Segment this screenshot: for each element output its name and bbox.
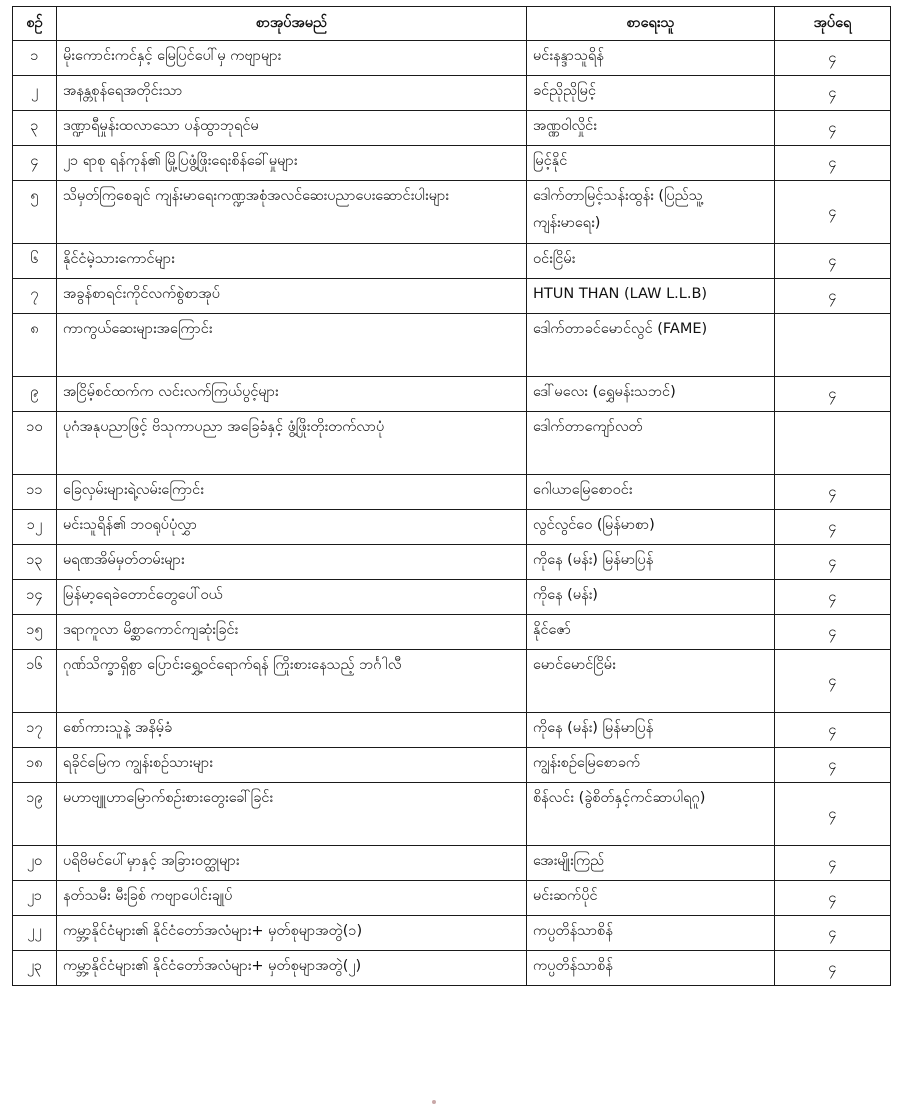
row-no: ၂ bbox=[13, 76, 57, 111]
row-count: ၄ bbox=[775, 783, 891, 846]
row-no: ၈ bbox=[13, 314, 57, 377]
row-no: ၁၆ bbox=[13, 650, 57, 713]
row-author: ကိုနေ (မန်း) မြန်မာပြန် bbox=[527, 545, 775, 580]
row-title: ရခိုင်မြေက ကျွန်းစဉ်သားများ bbox=[57, 748, 527, 783]
row-title: အငြိမ့်စင်ထက်က လင်းလက်ကြယ်ပွင့်များ bbox=[57, 377, 527, 412]
table-row bbox=[13, 951, 891, 986]
row-no: ၁၁ bbox=[13, 475, 57, 510]
table-row bbox=[13, 881, 891, 916]
row-count: ၄ bbox=[775, 650, 891, 713]
row-author: မောင်မောင်ငြိမ်း bbox=[527, 650, 775, 713]
header-count: အုပ်ရေ bbox=[775, 7, 891, 41]
row-title: ၂၁ ရာစု ရန်ကုန်၏ မြို့ပြဖွံ့ဖြိုးရေးစိန်ခေါ်မှုများ bbox=[57, 146, 527, 181]
row-author: ကိုနေ (မန်း) မြန်မာပြန် bbox=[527, 713, 775, 748]
row-count bbox=[775, 412, 891, 475]
table-body bbox=[13, 41, 891, 986]
table-row bbox=[13, 916, 891, 951]
row-author: ကိုနေ (မန်း) bbox=[527, 580, 775, 615]
table-row bbox=[13, 580, 891, 615]
row-author: မင်းနန္ဒာသူရိန် bbox=[527, 41, 775, 76]
row-title: ကမ္ဘာ့နိုင်ငံများ၏ နိုင်ငံတော်အလံများ+ မှတ်စုမျာအတွဲ(၂) bbox=[57, 951, 527, 986]
table-row bbox=[13, 41, 891, 76]
row-count: ၄ bbox=[775, 181, 891, 244]
row-count: ၄ bbox=[775, 510, 891, 545]
row-count: ၄ bbox=[775, 615, 891, 650]
row-author: ဒေါက်တာခင်မောင်လွင် (FAME) bbox=[527, 314, 775, 377]
table-row bbox=[13, 846, 891, 881]
row-count: ၄ bbox=[775, 580, 891, 615]
table-row bbox=[13, 146, 891, 181]
row-count: ၄ bbox=[775, 244, 891, 279]
row-author: လွင်လွင်ဝေ (မြန်မာစာ) bbox=[527, 510, 775, 545]
table-row bbox=[13, 783, 891, 846]
table-row bbox=[13, 314, 891, 377]
row-no: ၁၀ bbox=[13, 412, 57, 475]
row-author: မင်းဆက်ပိုင် bbox=[527, 881, 775, 916]
row-count: ၄ bbox=[775, 881, 891, 916]
row-no: ၁၂ bbox=[13, 510, 57, 545]
row-title: ဒရာကူလာ မိစ္ဆာကောင်ကျဆုံးခြင်း bbox=[57, 615, 527, 650]
table-row bbox=[13, 244, 891, 279]
table-row bbox=[13, 510, 891, 545]
row-author: ဒေါ်မလေး (ရွှေမန်းသဘင်) bbox=[527, 377, 775, 412]
row-title: မရဏအိမ်မှတ်တမ်းများ bbox=[57, 545, 527, 580]
table-row bbox=[13, 475, 891, 510]
table-row bbox=[13, 748, 891, 783]
row-title: မြန်မာ့ရေခဲတောင်တွေပေါ်ဝယ် bbox=[57, 580, 527, 615]
row-title: ဒဏ္ဍာရီမှုန်းထလာသော ပန်ထွာဘုရင်မ bbox=[57, 111, 527, 146]
row-title: သိမှတ်ကြစေချင် ကျန်းမာရေးကဏ္ဍအစုံအလင်ဆေးပညာပေးဆောင်းပါးများ bbox=[57, 181, 527, 244]
table-row bbox=[13, 76, 891, 111]
row-author: မြင့်နိုင် bbox=[527, 146, 775, 181]
header-author: စာရေးသူ bbox=[527, 7, 775, 41]
row-title: နတ်သမီး မီးခြစ် ကဗျာပေါင်းချုပ် bbox=[57, 881, 527, 916]
row-title: နိုင်ငံမဲ့သားကောင်များ bbox=[57, 244, 527, 279]
row-no: ၉ bbox=[13, 377, 57, 412]
row-title: အခွန်စာရင်းကိုင်လက်စွဲစာအုပ် bbox=[57, 279, 527, 314]
document-page bbox=[12, 6, 890, 986]
table-row bbox=[13, 111, 891, 146]
row-title: မဟာဗျူဟာမြောက်စဉ်းစားတွေးခေါ်ခြင်း bbox=[57, 783, 527, 846]
row-title: ခြေလှမ်းများရဲ့လမ်းကြောင်း bbox=[57, 475, 527, 510]
row-author: ဒေါက်တာမြင့်သန်းထွန်း (ပြည်သူ့ကျန်းမာရေး) bbox=[527, 181, 775, 244]
row-count: ၄ bbox=[775, 475, 891, 510]
row-no: ၇ bbox=[13, 279, 57, 314]
row-title: မိုးကောင်းကင်နှင့် မြေပြင်ပေါ်မှ ကဗျာများ bbox=[57, 41, 527, 76]
row-no: ၁၅ bbox=[13, 615, 57, 650]
row-no: ၁၉ bbox=[13, 783, 57, 846]
row-count: ၄ bbox=[775, 951, 891, 986]
row-no: ၂၃ bbox=[13, 951, 57, 986]
table-row bbox=[13, 615, 891, 650]
row-count bbox=[775, 314, 891, 377]
table-row bbox=[13, 650, 891, 713]
row-count: ၄ bbox=[775, 377, 891, 412]
row-author: ကျွန်းစဉ်မြေစောခက် bbox=[527, 748, 775, 783]
row-count: ၄ bbox=[775, 846, 891, 881]
row-count: ၄ bbox=[775, 111, 891, 146]
row-no: ၁ bbox=[13, 41, 57, 76]
row-author: ကပ္ပတိန်သာစိန် bbox=[527, 916, 775, 951]
row-count: ၄ bbox=[775, 41, 891, 76]
scan-speck bbox=[432, 1100, 436, 1104]
table-row bbox=[13, 545, 891, 580]
row-title: ဂုဏ်သိက္ခာရှိစွာ ပြောင်းရွှေ့ဝင်ရောက်ရန် ကြိုးစားနေသည့် ဘင်္ဂါလီ bbox=[57, 650, 527, 713]
row-title: ကမ္ဘာ့နိုင်ငံများ၏ နိုင်ငံတော်အလံများ+ မှတ်စုမျာအတွဲ(၁) bbox=[57, 916, 527, 951]
row-title: အနန္တစုန်ရေအတိုင်းသာ bbox=[57, 76, 527, 111]
row-author: ဒေါက်တာကျော်လတ် bbox=[527, 412, 775, 475]
header-no: စဉ် bbox=[13, 7, 57, 41]
row-author: စိန်လင်း (ခွဲစိတ်နှင့်ကင်ဆာပါရဂူ) bbox=[527, 783, 775, 846]
row-no: ၂၀ bbox=[13, 846, 57, 881]
row-title: ပရိဗိမင်ပေါ်မှာနှင့် အခြားဝတ္ထုများ bbox=[57, 846, 527, 881]
row-no: ၁၃ bbox=[13, 545, 57, 580]
row-count: ၄ bbox=[775, 76, 891, 111]
row-count: ၄ bbox=[775, 916, 891, 951]
row-count: ၄ bbox=[775, 748, 891, 783]
row-no: ၄ bbox=[13, 146, 57, 181]
row-no: ၁၇ bbox=[13, 713, 57, 748]
table-row bbox=[13, 713, 891, 748]
row-no: ၆ bbox=[13, 244, 57, 279]
row-count: ၄ bbox=[775, 713, 891, 748]
row-title: စော်ကားသူနဲ့ အနိမ့်ခံ bbox=[57, 713, 527, 748]
table-row bbox=[13, 279, 891, 314]
row-author: ဂေါယာမြေစောဝင်း bbox=[527, 475, 775, 510]
header-title: စာအုပ်အမည် bbox=[57, 7, 527, 41]
row-title: ကာကွယ်ဆေးများအကြောင်း bbox=[57, 314, 527, 377]
row-count: ၄ bbox=[775, 279, 891, 314]
row-no: ၂၂ bbox=[13, 916, 57, 951]
row-author: HTUN THAN (LAW L.L.B) bbox=[527, 279, 775, 314]
table-header-row bbox=[13, 7, 891, 41]
row-author: ခင်ညိုညိုမြင့် bbox=[527, 76, 775, 111]
row-author: ဝင်းငြိမ်း bbox=[527, 244, 775, 279]
row-no: ၃ bbox=[13, 111, 57, 146]
table-row bbox=[13, 181, 891, 244]
row-no: ၁၄ bbox=[13, 580, 57, 615]
row-author: အေးမျိုးကြည် bbox=[527, 846, 775, 881]
row-title: မင်းသူရိန်၏ ဘဝရုပ်ပုံလွှာ bbox=[57, 510, 527, 545]
row-count: ၄ bbox=[775, 146, 891, 181]
table-row bbox=[13, 412, 891, 475]
row-title: ပုဂံအနုပညာဖြင့် ဗိသုကာပညာ အခြေခံနှင့် ဖွံ့ဖြိုးတိုးတက်လာပုံ bbox=[57, 412, 527, 475]
book-list-table bbox=[12, 6, 891, 986]
row-no: ၁၈ bbox=[13, 748, 57, 783]
table-row bbox=[13, 377, 891, 412]
row-count: ၄ bbox=[775, 545, 891, 580]
row-author: အဏ္ဏဝါလှိုင်း bbox=[527, 111, 775, 146]
row-no: ၂၁ bbox=[13, 881, 57, 916]
row-no: ၅ bbox=[13, 181, 57, 244]
row-author: နိုင်ဇော် bbox=[527, 615, 775, 650]
row-author: ကပ္ပတိန်သာစိန် bbox=[527, 951, 775, 986]
